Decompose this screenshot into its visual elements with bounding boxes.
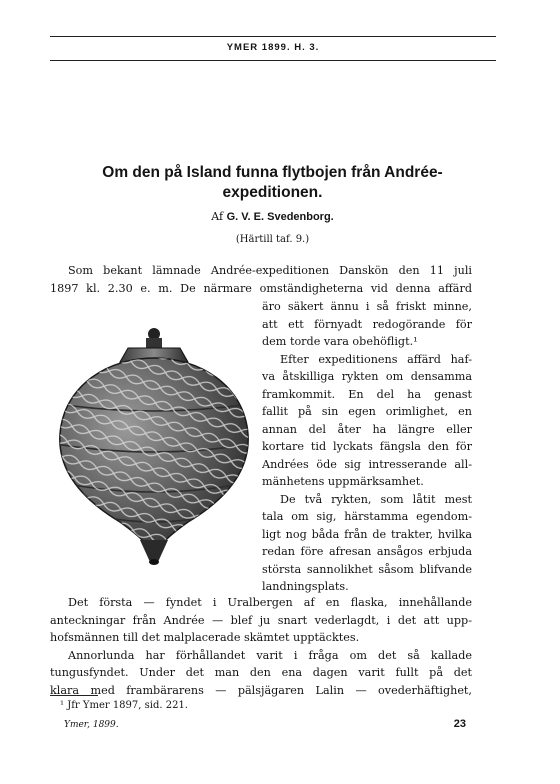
header-bottom-rule (50, 60, 496, 61)
side-line: landningsplats. (262, 580, 349, 593)
side-line: ligt nog båda från de trakter, hvilka (262, 527, 472, 541)
body-line-5: tungusfyndet. Under det man den ena dagen varit fullt på det (50, 666, 472, 679)
body-line-6: klara med frambärarens — pälsjägaren Lalin — ovederhäftighet, (50, 684, 472, 697)
side-line: fallit på sin egen orimlighet, en (262, 405, 472, 418)
intro-line-1: Som bekant lämnade Andrée-expeditionen Danskön den 11 juli (68, 264, 472, 277)
side-line: tala om sig, härstamma egendom- (262, 510, 472, 523)
side-line: va åtskilliga rykten om densamma (262, 370, 472, 383)
footnote: ¹ Jfr Ymer 1897, sid. 221. (60, 700, 188, 711)
journal-footer: Ymer, 1899. (64, 720, 119, 730)
side-line: framkommit. En del ha genast (262, 387, 472, 401)
side-line: Andrées öde sig intresserande all- (262, 457, 472, 471)
plate-reference: (Härtill taf. 9.) (235, 234, 310, 245)
side-line: största sannolikhet såsom blifvande (262, 562, 472, 576)
page-number: 23 (453, 718, 466, 730)
side-line: Efter expeditionens affärd haf- (280, 352, 472, 366)
body-line-1: Det första — fyndet i Uralbergen af en flaska, innehållande (68, 596, 472, 609)
side-line: De två rykten, som låtit mest (280, 492, 472, 506)
header-top-rule (50, 36, 496, 37)
side-line: mänhetens uppmärksamhet. (262, 475, 424, 488)
side-line: kortare tid lyckats fängsla den för (262, 440, 472, 453)
body-line-4: Annorlunda har förhållandet varit i fråga om det så kallade (68, 649, 472, 662)
intro-line-2: 1897 kl. 2.30 e. m. De närmare omständigheterna vid denna affärd (50, 282, 472, 295)
side-line: annan del åter ha längre eller (262, 422, 472, 436)
buoy-illustration (48, 326, 260, 568)
byline (60, 210, 485, 223)
body-line-2: anteckningar från Andrée — blef ju snart vederlagdt, i det att upp- (50, 614, 472, 627)
article-title: Om den på Island funna flytbojen från Andrée-expeditionen. (102, 164, 443, 201)
side-line: redan före afresan ansågos erbjuda (262, 545, 472, 558)
footnote-rule (50, 695, 98, 696)
body-line-3: hofsmännen till det malplacerade skämtet upptäcktes. (50, 631, 360, 644)
side-line: dem torde vara obehöfligt.¹ (262, 335, 418, 348)
side-line: äro säkert ännu i så friskt minne, (262, 300, 472, 313)
side-column (262, 298, 472, 596)
byline-prefix: Af (211, 210, 224, 223)
side-line: att ett förnyadt redogörande för (262, 317, 472, 331)
author-name: G. V. E. Svedenborg. (226, 211, 334, 223)
running-head: YMER 1899. H. 3. (226, 42, 320, 53)
